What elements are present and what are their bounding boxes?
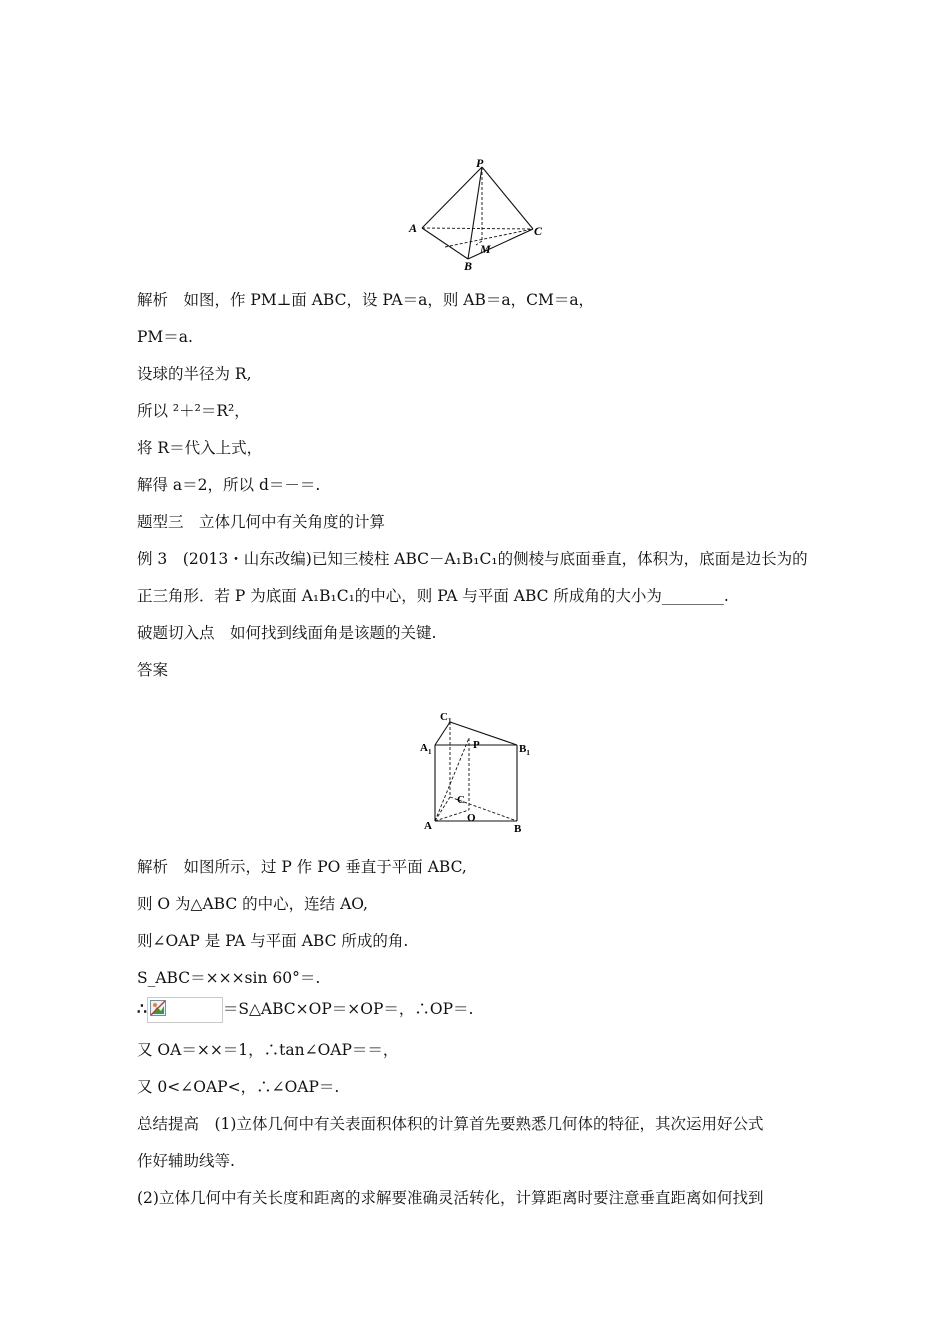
prism-figure (415, 705, 535, 840)
text-line-4: 所以 ²＋²＝R²， (137, 402, 250, 420)
solution-line-7: 又 0<∠OAP<，∴∠OAP＝. (137, 1078, 340, 1096)
section-heading: 题型三 立体几何中有关角度的计算 (137, 513, 386, 531)
broken-image-placeholder (147, 997, 223, 1023)
text-line-1: 解析 如图，作 PM⊥面 ABC，设 PA＝a，则 AB＝a，CM＝a， (137, 291, 595, 309)
broken-image-icon (150, 1000, 166, 1016)
solution-line-6: 又 OA＝××＝1，∴tan∠OAP＝＝， (137, 1041, 399, 1059)
solution-line-3: 则∠OAP 是 PA 与平面 ABC 所成的角. (137, 932, 409, 950)
label-B: B (464, 259, 473, 273)
example-line-2: 正三角形．若 P 为底面 A₁B₁C₁的中心，则 PA 与平面 ABC 所成角的大小为________. (137, 587, 729, 605)
label-C1: $C_1$ (440, 711, 452, 725)
label-P: P (476, 156, 484, 170)
label-P2: P (473, 739, 480, 751)
label-O: O (467, 812, 476, 824)
therefore-symbol: ∴ (137, 999, 147, 1018)
solution-line-4: S_ABC＝×××sin 60°＝. (137, 969, 321, 987)
solution-line-5: ∴ ＝S△ABC×OP＝×OP＝，∴OP＝. (137, 996, 473, 1023)
summary-line-2: 作好辅助线等. (137, 1152, 235, 1170)
label-B1: $B_1$ (519, 743, 530, 757)
solution-line-2: 则 O 为△ABC 的中心，连结 AO, (137, 895, 368, 913)
label-B2: B (514, 823, 522, 835)
label-M: M (480, 242, 491, 256)
label-A2: A (424, 820, 432, 832)
text-line-2: PM＝a. (137, 328, 193, 346)
summary-line-1: 总结提高 (1)立体几何中有关表面积体积的计算首先要熟悉几何体的特征，其次运用好公式 (137, 1115, 764, 1133)
entry-point-line: 破题切入点 如何找到线面角是该题的关键. (137, 624, 437, 642)
text-line-3: 设球的半径为 R, (137, 365, 252, 383)
answer-label: 答案 (137, 661, 169, 679)
text-line-6: 解得 a＝2，所以 d＝－＝. (137, 476, 321, 494)
summary-line-3: (2)立体几何中有关长度和距离的求解要准确灵活转化，计算距离时要注意垂直距离如何找到 (137, 1189, 764, 1207)
label-A: A (409, 221, 418, 235)
label-C: C (534, 224, 543, 238)
tetrahedron-figure (400, 155, 560, 275)
example-line-1: 例 3 (2013・山东改编)已知三棱柱 ABC－A₁B₁C₁的侧棱与底面垂直，体积为，底面是边长为的 (137, 550, 808, 568)
label-C: C (457, 794, 465, 806)
solution-line-1: 解析 如图所示，过 P 作 PO 垂直于平面 ABC, (137, 858, 467, 876)
label-A1: $A_1$ (420, 742, 432, 756)
text-line-5: 将 R＝代入上式， (137, 439, 263, 457)
